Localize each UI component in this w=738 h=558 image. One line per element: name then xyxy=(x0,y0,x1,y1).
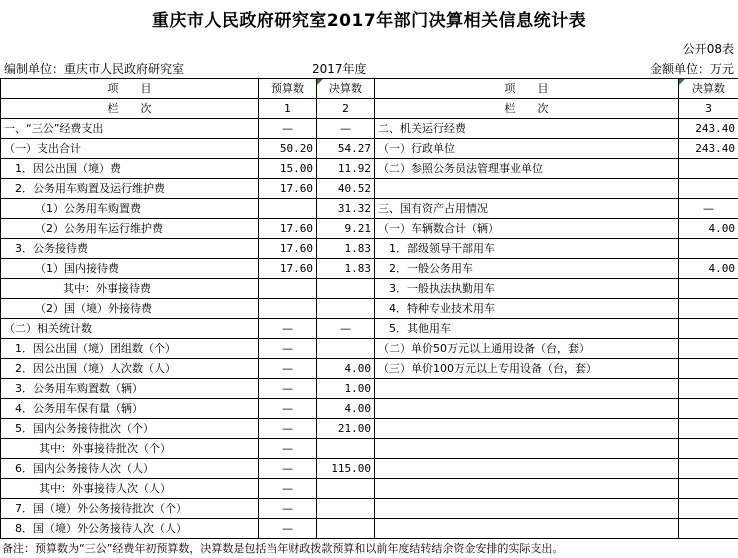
header-item-2: 项 目 xyxy=(375,79,679,99)
right-item: 二、机关运行经费 xyxy=(375,119,679,139)
fiscal-year: 2017年度 xyxy=(312,62,367,76)
budget-value: — xyxy=(259,399,317,419)
table-row xyxy=(1,459,738,479)
right-value xyxy=(679,399,738,419)
form-number: 公开08表 xyxy=(682,42,734,56)
table-row xyxy=(1,439,738,459)
left-item: 4．公务用车保有量（辆） xyxy=(1,399,259,419)
header-final-2: 决算数 xyxy=(679,79,738,99)
budget-value: 17.60 xyxy=(259,239,317,259)
right-item xyxy=(375,479,679,499)
left-item: 6．国内公务接待人次（人） xyxy=(1,459,259,479)
table-row xyxy=(1,359,738,379)
right-value xyxy=(679,519,738,539)
right-item: （一）行政单位 xyxy=(375,139,679,159)
budget-value: — xyxy=(259,359,317,379)
final-value xyxy=(317,479,375,499)
table-row xyxy=(1,199,738,219)
header-final: 决算数 xyxy=(317,79,375,99)
left-item: 8．国（境）外公务接待人次（人） xyxy=(1,519,259,539)
left-item: 1．因公出国（境）费 xyxy=(1,159,259,179)
right-item: 三、国有资产占用情况 xyxy=(375,199,679,219)
budget-value: — xyxy=(259,499,317,519)
table-row xyxy=(1,179,738,199)
right-value xyxy=(679,319,738,339)
final-value: 1.83 xyxy=(317,259,375,279)
right-item: （三）单价100万元以上专用设备（台，套） xyxy=(375,359,679,379)
right-value xyxy=(679,279,738,299)
currency-unit: 金额单位：万元 xyxy=(649,62,734,76)
left-item: 其中：外事接待费 xyxy=(1,279,259,299)
budget-value: — xyxy=(259,119,317,139)
right-value xyxy=(679,359,738,379)
left-item: （1）公务用车购置费 xyxy=(1,199,259,219)
final-value: 4.00 xyxy=(317,399,375,419)
right-value xyxy=(679,499,738,519)
final-value: — xyxy=(317,119,375,139)
right-item xyxy=(375,379,679,399)
budget-value: 17.60 xyxy=(259,219,317,239)
budget-value: — xyxy=(259,339,317,359)
budget-value: 15.00 xyxy=(259,159,317,179)
final-value: 115.00 xyxy=(317,459,375,479)
table-row xyxy=(1,479,738,499)
table-row xyxy=(1,379,738,399)
table-row xyxy=(1,499,738,519)
header-row xyxy=(1,79,738,99)
table-row xyxy=(1,279,738,299)
final-value: 9.21 xyxy=(317,219,375,239)
comment-marker-icon xyxy=(679,79,685,85)
right-item xyxy=(375,499,679,519)
right-item: 3．一般执法执勤用车 xyxy=(375,279,679,299)
left-item: 一、“三公”经费支出 xyxy=(1,119,259,139)
left-item: 其中：外事接待人次（人） xyxy=(1,479,259,499)
left-item: （一）支出合计 xyxy=(1,139,259,159)
reporting-unit: 编制单位：重庆市人民政府研究室 xyxy=(4,62,185,76)
col-label: 栏 次 xyxy=(1,99,259,119)
final-value: 1.00 xyxy=(317,379,375,399)
table-row xyxy=(1,299,738,319)
right-item: 1．部级领导干部用车 xyxy=(375,239,679,259)
budget-value: 50.20 xyxy=(259,139,317,159)
final-value xyxy=(317,299,375,319)
left-item: 7．国（境）外公务接待批次（个） xyxy=(1,499,259,519)
table-row xyxy=(1,419,738,439)
right-value xyxy=(679,179,738,199)
col-3: 3 xyxy=(679,99,738,119)
right-value: 243.40 xyxy=(679,119,738,139)
header-budget: 预算数 xyxy=(259,79,317,99)
right-value xyxy=(679,379,738,399)
right-item xyxy=(375,399,679,419)
footnote: 备注：预算数为“三公”经费年初预算数，决算数是包括当年财政拨款预算和以前年度结转结余资金安排的实际支出。 xyxy=(2,542,564,555)
budget-value: — xyxy=(259,519,317,539)
right-item xyxy=(375,179,679,199)
right-item xyxy=(375,459,679,479)
table-row xyxy=(1,119,738,139)
final-value: 11.92 xyxy=(317,159,375,179)
left-item: 3．公务用车购置数（辆） xyxy=(1,379,259,399)
final-value xyxy=(317,439,375,459)
final-value: 40.52 xyxy=(317,179,375,199)
budget-value: — xyxy=(259,319,317,339)
table-row xyxy=(1,339,738,359)
final-value: 54.27 xyxy=(317,139,375,159)
table-row xyxy=(1,219,738,239)
right-value xyxy=(679,439,738,459)
final-value xyxy=(317,519,375,539)
table-row xyxy=(1,259,738,279)
table-row xyxy=(1,519,738,539)
final-value xyxy=(317,279,375,299)
col-1: 1 xyxy=(259,99,317,119)
right-value xyxy=(679,459,738,479)
budget-value xyxy=(259,299,317,319)
right-value xyxy=(679,419,738,439)
right-item xyxy=(375,419,679,439)
table-row xyxy=(1,159,738,179)
final-value: 31.32 xyxy=(317,199,375,219)
budget-value: — xyxy=(259,459,317,479)
right-value xyxy=(679,299,738,319)
left-item: （2）公务用车运行维护费 xyxy=(1,219,259,239)
right-value xyxy=(679,339,738,359)
right-value xyxy=(679,479,738,499)
right-item: 2．一般公务用车 xyxy=(375,259,679,279)
right-value xyxy=(679,159,738,179)
right-value: 4.00 xyxy=(679,259,738,279)
page-title: 重庆市人民政府研究室2017年部门决算相关信息统计表 xyxy=(151,11,587,31)
left-item: 其中：外事接待批次（个） xyxy=(1,439,259,459)
table-row xyxy=(1,399,738,419)
left-item: 3．公务接待费 xyxy=(1,239,259,259)
right-item xyxy=(375,439,679,459)
final-value xyxy=(317,499,375,519)
column-index-row xyxy=(1,99,738,119)
header-item: 项 目 xyxy=(1,79,259,99)
right-item: （一）车辆数合计（辆） xyxy=(375,219,679,239)
table-row xyxy=(1,239,738,259)
left-item: 2．公务用车购置及运行维护费 xyxy=(1,179,259,199)
right-item: （二）单价50万元以上通用设备（台，套） xyxy=(375,339,679,359)
final-value xyxy=(317,339,375,359)
right-value: 243.40 xyxy=(679,139,738,159)
col-2: 2 xyxy=(317,99,375,119)
final-value: 21.00 xyxy=(317,419,375,439)
left-item: 2．因公出国（境）人次数（人） xyxy=(1,359,259,379)
left-item: 1．因公出国（境）团组数（个） xyxy=(1,339,259,359)
right-value xyxy=(679,239,738,259)
final-value: 4.00 xyxy=(317,359,375,379)
budget-value: — xyxy=(259,439,317,459)
budget-value: — xyxy=(259,419,317,439)
budget-value xyxy=(259,279,317,299)
table-row xyxy=(1,139,738,159)
col-label-2: 栏 次 xyxy=(375,99,679,119)
left-item: 5．国内公务接待批次（个） xyxy=(1,419,259,439)
right-item: 5．其他用车 xyxy=(375,319,679,339)
left-item: （2）国（境）外接待费 xyxy=(1,299,259,319)
right-value: — xyxy=(679,199,738,219)
statistics-table xyxy=(0,78,738,539)
left-item: （1）国内接待费 xyxy=(1,259,259,279)
budget-value xyxy=(259,199,317,219)
budget-value: — xyxy=(259,379,317,399)
right-value: 4.00 xyxy=(679,219,738,239)
budget-value: 17.60 xyxy=(259,179,317,199)
table-row xyxy=(1,319,738,339)
budget-value: 17.60 xyxy=(259,259,317,279)
right-item: （二）参照公务员法管理事业单位 xyxy=(375,159,679,179)
budget-value: — xyxy=(259,479,317,499)
comment-marker-icon xyxy=(317,79,323,85)
left-item: （二）相关统计数 xyxy=(1,319,259,339)
right-item: 4．特种专业技术用车 xyxy=(375,299,679,319)
final-value: — xyxy=(317,319,375,339)
right-item xyxy=(375,519,679,539)
final-value: 1.83 xyxy=(317,239,375,259)
